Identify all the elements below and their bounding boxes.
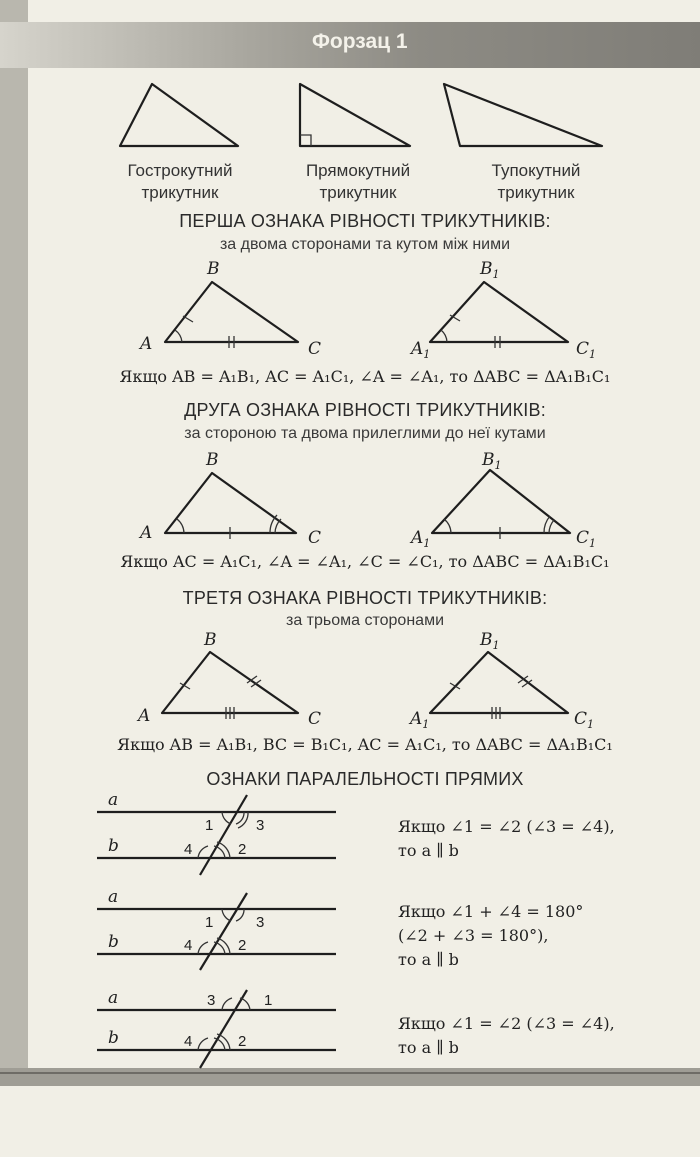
acute-triangle [120, 84, 238, 146]
parallel-diagram-1 [97, 795, 336, 875]
label-c1: $C_1$ [576, 339, 597, 361]
criterion1-subtitle: за двома сторонами та кутом між ними [219, 236, 511, 253]
label-c: C [308, 709, 322, 729]
acute-triangle-label: Гострокутний трикутник [127, 161, 233, 202]
criterion1-triangle-a1b1c1 [430, 282, 568, 342]
angle-4-label: 4 [184, 937, 193, 954]
label-a1: $A_1$ [411, 339, 431, 361]
label-b: B [204, 630, 217, 650]
angle-1-label: 1 [205, 817, 214, 834]
label-b: B [207, 259, 220, 279]
label-b1: $B_1$ [482, 450, 502, 472]
angle-3-label: 3 [256, 914, 265, 931]
criterion3-triangle-a1b1c1 [430, 652, 568, 713]
line-a-label: a [108, 887, 119, 907]
angle-4-label: 4 [184, 1033, 193, 1050]
angle-2-label: 2 [238, 1033, 247, 1050]
angle-4-arc [198, 846, 208, 858]
angle-1-arc [222, 909, 231, 921]
criterion1-triangle-abc [165, 282, 298, 342]
line-a-label: a [108, 988, 119, 1008]
angle-4-label: 4 [184, 841, 193, 858]
angle-1-arc [222, 812, 231, 824]
parallel-diagram-3 [97, 990, 336, 1068]
right-triangle-label: Прямокутний трикутник [305, 161, 411, 202]
label-b1: $B_1$ [480, 630, 500, 652]
label-c1: $C_1$ [576, 528, 597, 550]
criterion1-heading: ПЕРША ОЗНАКА РІВНОСТІ ТРИКУТНИКІВ: [179, 211, 551, 231]
label-c1: $C_1$ [574, 709, 595, 731]
criterion2-triangle-abc [165, 473, 296, 533]
label-a: A [140, 523, 153, 543]
angle-1-label: 1 [264, 992, 273, 1009]
label-a1: $A_1$ [410, 709, 430, 731]
right-angle-mark [300, 135, 311, 146]
criterion2-formula: Якщо AC = A₁C₁, ∠A = ∠A₁, ∠C = ∠C₁, то ΔABC = ΔA₁B₁C₁ [120, 552, 610, 571]
label-b: B [206, 450, 219, 470]
criterion3-subtitle: за трьома сторонами [286, 612, 444, 629]
angle-3-arc-2 [238, 812, 248, 828]
line-b-label: b [108, 836, 119, 856]
angle-3-arc [222, 998, 232, 1010]
angle-2-label: 2 [238, 841, 247, 858]
criterion2-triangle-a1b1c1 [432, 470, 570, 533]
angle-4-arc [198, 942, 208, 954]
angle-a-arc [175, 330, 182, 342]
criterion3-triangle-abc [162, 652, 298, 713]
label-a: A [138, 706, 151, 726]
obtuse-triangle-label: Тупокутний трикутник [491, 161, 581, 202]
obtuse-triangle [444, 84, 602, 146]
criterion3-heading: ТРЕТЯ ОЗНАКА РІВНОСТІ ТРИКУТНИКІВ: [182, 588, 548, 608]
line-b-label: b [108, 932, 119, 952]
page-title: Форзац 1 [312, 30, 408, 53]
label-c: C [308, 528, 322, 548]
angle-2-label: 2 [238, 937, 247, 954]
right-triangle [300, 84, 410, 146]
parallel-condition-1: Якщо ∠1 = ∠2 (∠3 = ∠4), то a ∥ b [398, 817, 615, 860]
angle-3-label: 3 [256, 817, 265, 834]
line-a-label: a [108, 790, 119, 810]
label-c: C [308, 339, 322, 359]
parallel-condition-3: Якщо ∠1 = ∠2 (∠3 = ∠4), то a ∥ b [398, 1014, 615, 1057]
label-b1: $B_1$ [480, 259, 500, 281]
angle-a1-arc [441, 330, 447, 342]
angle-3-label: 3 [207, 992, 216, 1009]
angle-4-arc [198, 1038, 208, 1050]
angle-a-arc [177, 519, 184, 533]
label-a1: $A_1$ [411, 528, 431, 550]
criterion2-subtitle: за стороною та двома прилеглими до неї кутами [184, 425, 546, 442]
angle-a1-arc [444, 519, 451, 533]
criterion3-formula: Якщо AB = A₁B₁, BC = B₁C₁, AC = A₁C₁, то ΔABC = ΔA₁B₁C₁ [117, 735, 613, 754]
line-b-label: b [108, 1028, 119, 1048]
parallel-condition-2: Якщо ∠1 + ∠4 = 180° (∠2 + ∠3 = 180°), то a ∥ b [398, 902, 584, 969]
angle-c1-arc-1 [549, 520, 554, 533]
parallel-diagram-2 [97, 893, 336, 970]
angle-1-label: 1 [205, 914, 214, 931]
criterion1-formula: Якщо AB = A₁B₁, AC = A₁C₁, ∠A = ∠A₁, то ΔABC = ΔA₁B₁C₁ [119, 367, 611, 386]
tick-ab [183, 316, 193, 322]
criterion2-heading: ДРУГА ОЗНАКА РІВНОСТІ ТРИКУТНИКІВ: [184, 400, 546, 420]
parallel-heading: ОЗНАКИ ПАРАЛЕЛЬНОСТІ ПРЯМИХ [206, 769, 524, 789]
label-a: A [140, 334, 153, 354]
